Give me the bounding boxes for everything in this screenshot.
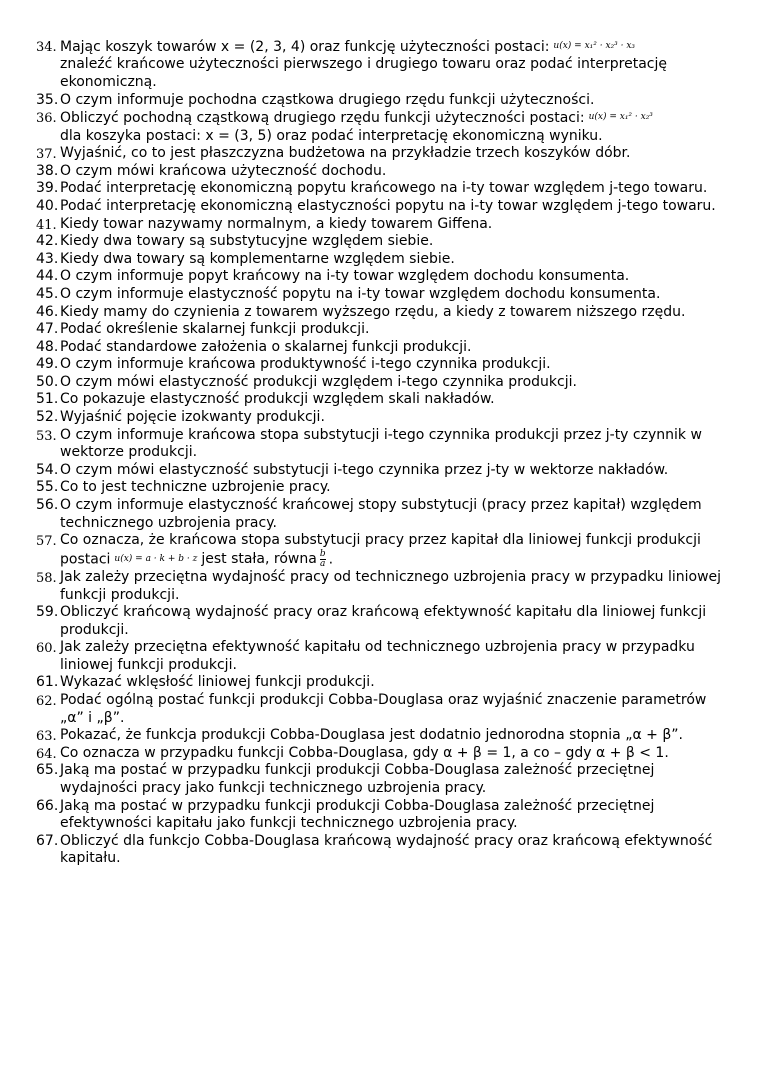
question-item bbox=[36, 216, 728, 234]
question-text-part: Jaką ma postać w przypadku funkcji produkcji Cobba-Douglasa zależność przeciętnej efektywności kapitału jako funkcji technicznego uzbrojenia pracy. bbox=[60, 797, 655, 832]
question-number: 52. bbox=[36, 409, 59, 426]
question-number: 49. bbox=[36, 356, 59, 373]
question-number: 37. bbox=[36, 147, 57, 163]
question-text bbox=[60, 497, 728, 532]
question-text bbox=[60, 356, 728, 374]
question-text-part: Obliczyć krańcową wydajność pracy oraz krańcową efektywność kapitału dla liniowej funkcji produkcji. bbox=[60, 604, 707, 638]
question-text bbox=[60, 692, 728, 727]
question-number: 62. bbox=[36, 694, 57, 710]
question-text-part: Co pokazuje elastyczność produkcji względem skali nakładów. bbox=[60, 391, 495, 408]
production-formula: u(x) = a · k + b · z bbox=[114, 553, 198, 564]
question-text-part: Co oznacza w przypadku funkcji Cobba-Douglasa, gdy α + β = 1, a co – gdy α + β < 1. bbox=[60, 744, 669, 761]
question-number: 64. bbox=[36, 746, 57, 762]
question-item bbox=[36, 268, 728, 286]
fraction-numerator: b bbox=[319, 548, 326, 559]
question-text-part: Kiedy dwa towary są substytucyjne względem siebie. bbox=[60, 233, 434, 250]
question-text bbox=[60, 321, 728, 339]
question-text-part: O czym informuje elastyczność popytu na i-ty towar względem dochodu konsumenta. bbox=[60, 285, 661, 302]
question-item bbox=[36, 479, 728, 497]
question-text-part: dla koszyka postaci: x = (3, 5) oraz podać interpretację ekonomiczną wyniku. bbox=[60, 127, 603, 144]
question-number: 51. bbox=[36, 391, 59, 408]
question-number: 35. bbox=[36, 91, 59, 108]
question-text bbox=[60, 92, 728, 110]
question-item bbox=[36, 798, 728, 833]
question-item bbox=[36, 92, 728, 110]
question-number: 57. bbox=[36, 534, 57, 550]
question-text-part: Wykazać wklęsłość liniowej funkcji produkcji. bbox=[60, 674, 375, 691]
question-number: 36. bbox=[36, 111, 57, 127]
fraction-b-over-a bbox=[320, 550, 326, 569]
question-item bbox=[36, 427, 728, 462]
question-item bbox=[36, 180, 728, 198]
question-text bbox=[60, 268, 728, 286]
question-text bbox=[60, 38, 728, 92]
question-text bbox=[60, 304, 728, 322]
question-text-part: Podać interpretację ekonomiczną popytu krańcowego na i-ty towar względem j-tego towaru. bbox=[60, 180, 708, 197]
question-item bbox=[36, 339, 728, 357]
question-item bbox=[36, 321, 728, 339]
question-number: 38. bbox=[36, 162, 59, 179]
question-text bbox=[60, 745, 728, 763]
question-number: 58. bbox=[36, 570, 57, 586]
question-item bbox=[36, 604, 728, 639]
question-item bbox=[36, 38, 728, 92]
question-number: 61. bbox=[36, 674, 59, 691]
question-text bbox=[60, 216, 728, 234]
question-text bbox=[60, 762, 728, 797]
question-number: 48. bbox=[36, 338, 59, 355]
question-text-part: O czym informuje pochodna cząstkowa drugiego rzędu funkcji użyteczności. bbox=[60, 91, 595, 108]
question-text bbox=[60, 163, 728, 181]
question-number: 67. bbox=[36, 832, 59, 849]
question-item bbox=[36, 727, 728, 745]
question-text bbox=[60, 639, 728, 674]
question-text-part: Podać interpretację ekonomiczną elastyczności popytu na i-ty towar względem j-tego towaru. bbox=[60, 197, 716, 214]
question-number: 63. bbox=[36, 729, 57, 745]
question-text bbox=[60, 569, 728, 604]
question-text-part: znaleźć krańcowe użyteczności pierwszego i drugiego towaru oraz podać interpretację ekonomiczną. bbox=[60, 56, 667, 90]
question-item bbox=[36, 639, 728, 674]
question-item bbox=[36, 391, 728, 409]
question-item bbox=[36, 374, 728, 392]
question-text bbox=[60, 233, 728, 251]
question-item bbox=[36, 674, 728, 692]
question-text-part: jest stała, równa bbox=[201, 551, 317, 568]
question-text bbox=[60, 109, 728, 145]
question-number: 44. bbox=[36, 268, 59, 285]
question-text-part: Kiedy dwa towary są komplementarne względem siebie. bbox=[60, 250, 455, 267]
question-text bbox=[60, 462, 728, 480]
question-item bbox=[36, 286, 728, 304]
question-number: 40. bbox=[36, 197, 59, 214]
question-text-part: O czym informuje popyt krańcowy na i-ty towar względem dochodu konsumenta. bbox=[60, 268, 630, 285]
question-text bbox=[60, 198, 728, 216]
question-number: 56. bbox=[36, 497, 59, 514]
question-number: 60. bbox=[36, 641, 57, 657]
utility-formula: u(x) = x₁² · x₂³ · x₃ bbox=[553, 41, 636, 51]
fraction-denominator: a bbox=[320, 558, 326, 569]
question-item bbox=[36, 145, 728, 163]
question-text-part: Co oznacza, że krańcowa stopa substytucji pracy przez kapitał dla liniowej funkcji produkcji postaci bbox=[60, 532, 701, 568]
question-number: 42. bbox=[36, 233, 59, 250]
question-text-part: O czym informuje krańcowa produktywność i-tego czynnika produkcji. bbox=[60, 356, 551, 373]
question-item bbox=[36, 356, 728, 374]
question-text bbox=[60, 674, 728, 692]
question-text bbox=[60, 339, 728, 357]
question-item bbox=[36, 532, 728, 569]
question-text bbox=[60, 374, 728, 392]
question-number: 47. bbox=[36, 321, 59, 338]
question-number: 34. bbox=[36, 40, 57, 55]
question-number: 46. bbox=[36, 303, 59, 320]
question-text bbox=[60, 798, 728, 833]
question-number: 45. bbox=[36, 285, 59, 302]
question-item bbox=[36, 833, 728, 868]
utility-formula: u(x) = x₁² · x₂³ bbox=[588, 112, 653, 123]
question-number: 54. bbox=[36, 461, 59, 478]
question-text-part: Jaką ma postać w przypadku funkcji produkcji Cobba-Douglasa zależność przeciętnej wydajności pracy jako funkcji technicznego uzbrojenia pracy. bbox=[60, 762, 655, 797]
question-text-part: Pokazać, że funkcja produkcji Cobba-Douglasa jest dodatnio jednorodna stopnia „α + β”. bbox=[60, 727, 683, 744]
question-item bbox=[36, 409, 728, 427]
question-text bbox=[60, 409, 728, 427]
question-number: 53. bbox=[36, 428, 57, 444]
question-number: 55. bbox=[36, 479, 59, 496]
question-text-part: Kiedy mamy do czynienia z towarem wyższego rzędu, a kiedy z towarem niższego rzędu. bbox=[60, 303, 686, 320]
question-text-part: Jak zależy przeciętna wydajność pracy od technicznego uzbrojenia pracy w przypadku liniowej funkcji produkcji. bbox=[60, 568, 722, 603]
question-item bbox=[36, 304, 728, 322]
question-list bbox=[36, 38, 728, 868]
question-text bbox=[60, 833, 728, 868]
question-text bbox=[60, 180, 728, 198]
question-item bbox=[36, 497, 728, 532]
question-text-part: Mając koszyk towarów x = (2, 3, 4) oraz funkcję użyteczności postaci: bbox=[60, 38, 550, 55]
question-item bbox=[36, 745, 728, 763]
question-number: 39. bbox=[36, 180, 59, 197]
question-text-part: O czym informuje elastyczność krańcowej stopy substytucji (pracy przez kapitał) względem technicznego uzbrojenia pracy. bbox=[60, 497, 702, 531]
question-text bbox=[60, 479, 728, 497]
question-text bbox=[60, 604, 728, 639]
question-number: 50. bbox=[36, 373, 59, 390]
question-text-part: Podać ogólną postać funkcji produkcji Cobba-Douglasa oraz wyjaśnić znaczenie parametrów „α” i „β”. bbox=[60, 692, 707, 726]
question-text-part: O czym mówi elastyczność substytucji i-tego czynnika przez j-ty w wektorze nakładów. bbox=[60, 461, 669, 478]
period: . bbox=[328, 551, 334, 568]
question-text bbox=[60, 727, 728, 745]
question-number: 65. bbox=[36, 762, 59, 779]
question-item bbox=[36, 109, 728, 145]
question-text-part: O czym mówi krańcowa użyteczność dochodu. bbox=[60, 162, 387, 179]
question-item bbox=[36, 692, 728, 727]
question-text-part: O czym informuje krańcowa stopa substytucji i-tego czynnika produkcji przez j-ty czynnik w wektorze produkcji. bbox=[60, 426, 702, 461]
question-item bbox=[36, 198, 728, 216]
question-text-part: Co to jest techniczne uzbrojenie pracy. bbox=[60, 479, 331, 496]
question-text-part: Podać standardowe założenia o skalarnej funkcji produkcji. bbox=[60, 338, 472, 355]
question-text-part: O czym mówi elastyczność produkcji względem i-tego czynnika produkcji. bbox=[60, 373, 577, 390]
question-text bbox=[60, 251, 728, 269]
question-number: 43. bbox=[36, 250, 59, 267]
question-item bbox=[36, 251, 728, 269]
question-item bbox=[36, 233, 728, 251]
question-text-part: Kiedy towar nazywamy normalnym, a kiedy towarem Giffena. bbox=[60, 215, 493, 232]
question-text-part: Obliczyć pochodną cząstkową drugiego rzędu funkcji użyteczności postaci: bbox=[60, 109, 585, 126]
question-number: 66. bbox=[36, 797, 59, 814]
question-text bbox=[60, 286, 728, 304]
question-text-part: Jak zależy przeciętna efektywność kapitału od technicznego uzbrojenia pracy w przypadku liniowej funkcji produkcji. bbox=[60, 639, 695, 673]
question-item bbox=[36, 762, 728, 797]
question-text bbox=[60, 532, 728, 569]
question-item bbox=[36, 569, 728, 604]
question-number: 59. bbox=[36, 604, 59, 621]
question-number: 41. bbox=[36, 217, 57, 233]
question-text-part: Wyjaśnić, co to jest płaszczyzna budżetowa na przykładzie trzech koszyków dóbr. bbox=[60, 145, 631, 162]
question-text bbox=[60, 427, 728, 462]
question-text-part: Obliczyć dla funkcjo Cobba-Douglasa krańcową wydajność pracy oraz krańcową efektywność kapitału. bbox=[60, 832, 713, 867]
question-text-part: Wyjaśnić pojęcie izokwanty produkcji. bbox=[60, 409, 325, 426]
question-text bbox=[60, 145, 728, 163]
question-item bbox=[36, 163, 728, 181]
question-item bbox=[36, 462, 728, 480]
question-text-part: Podać określenie skalarnej funkcji produkcji. bbox=[60, 321, 370, 338]
question-text bbox=[60, 391, 728, 409]
